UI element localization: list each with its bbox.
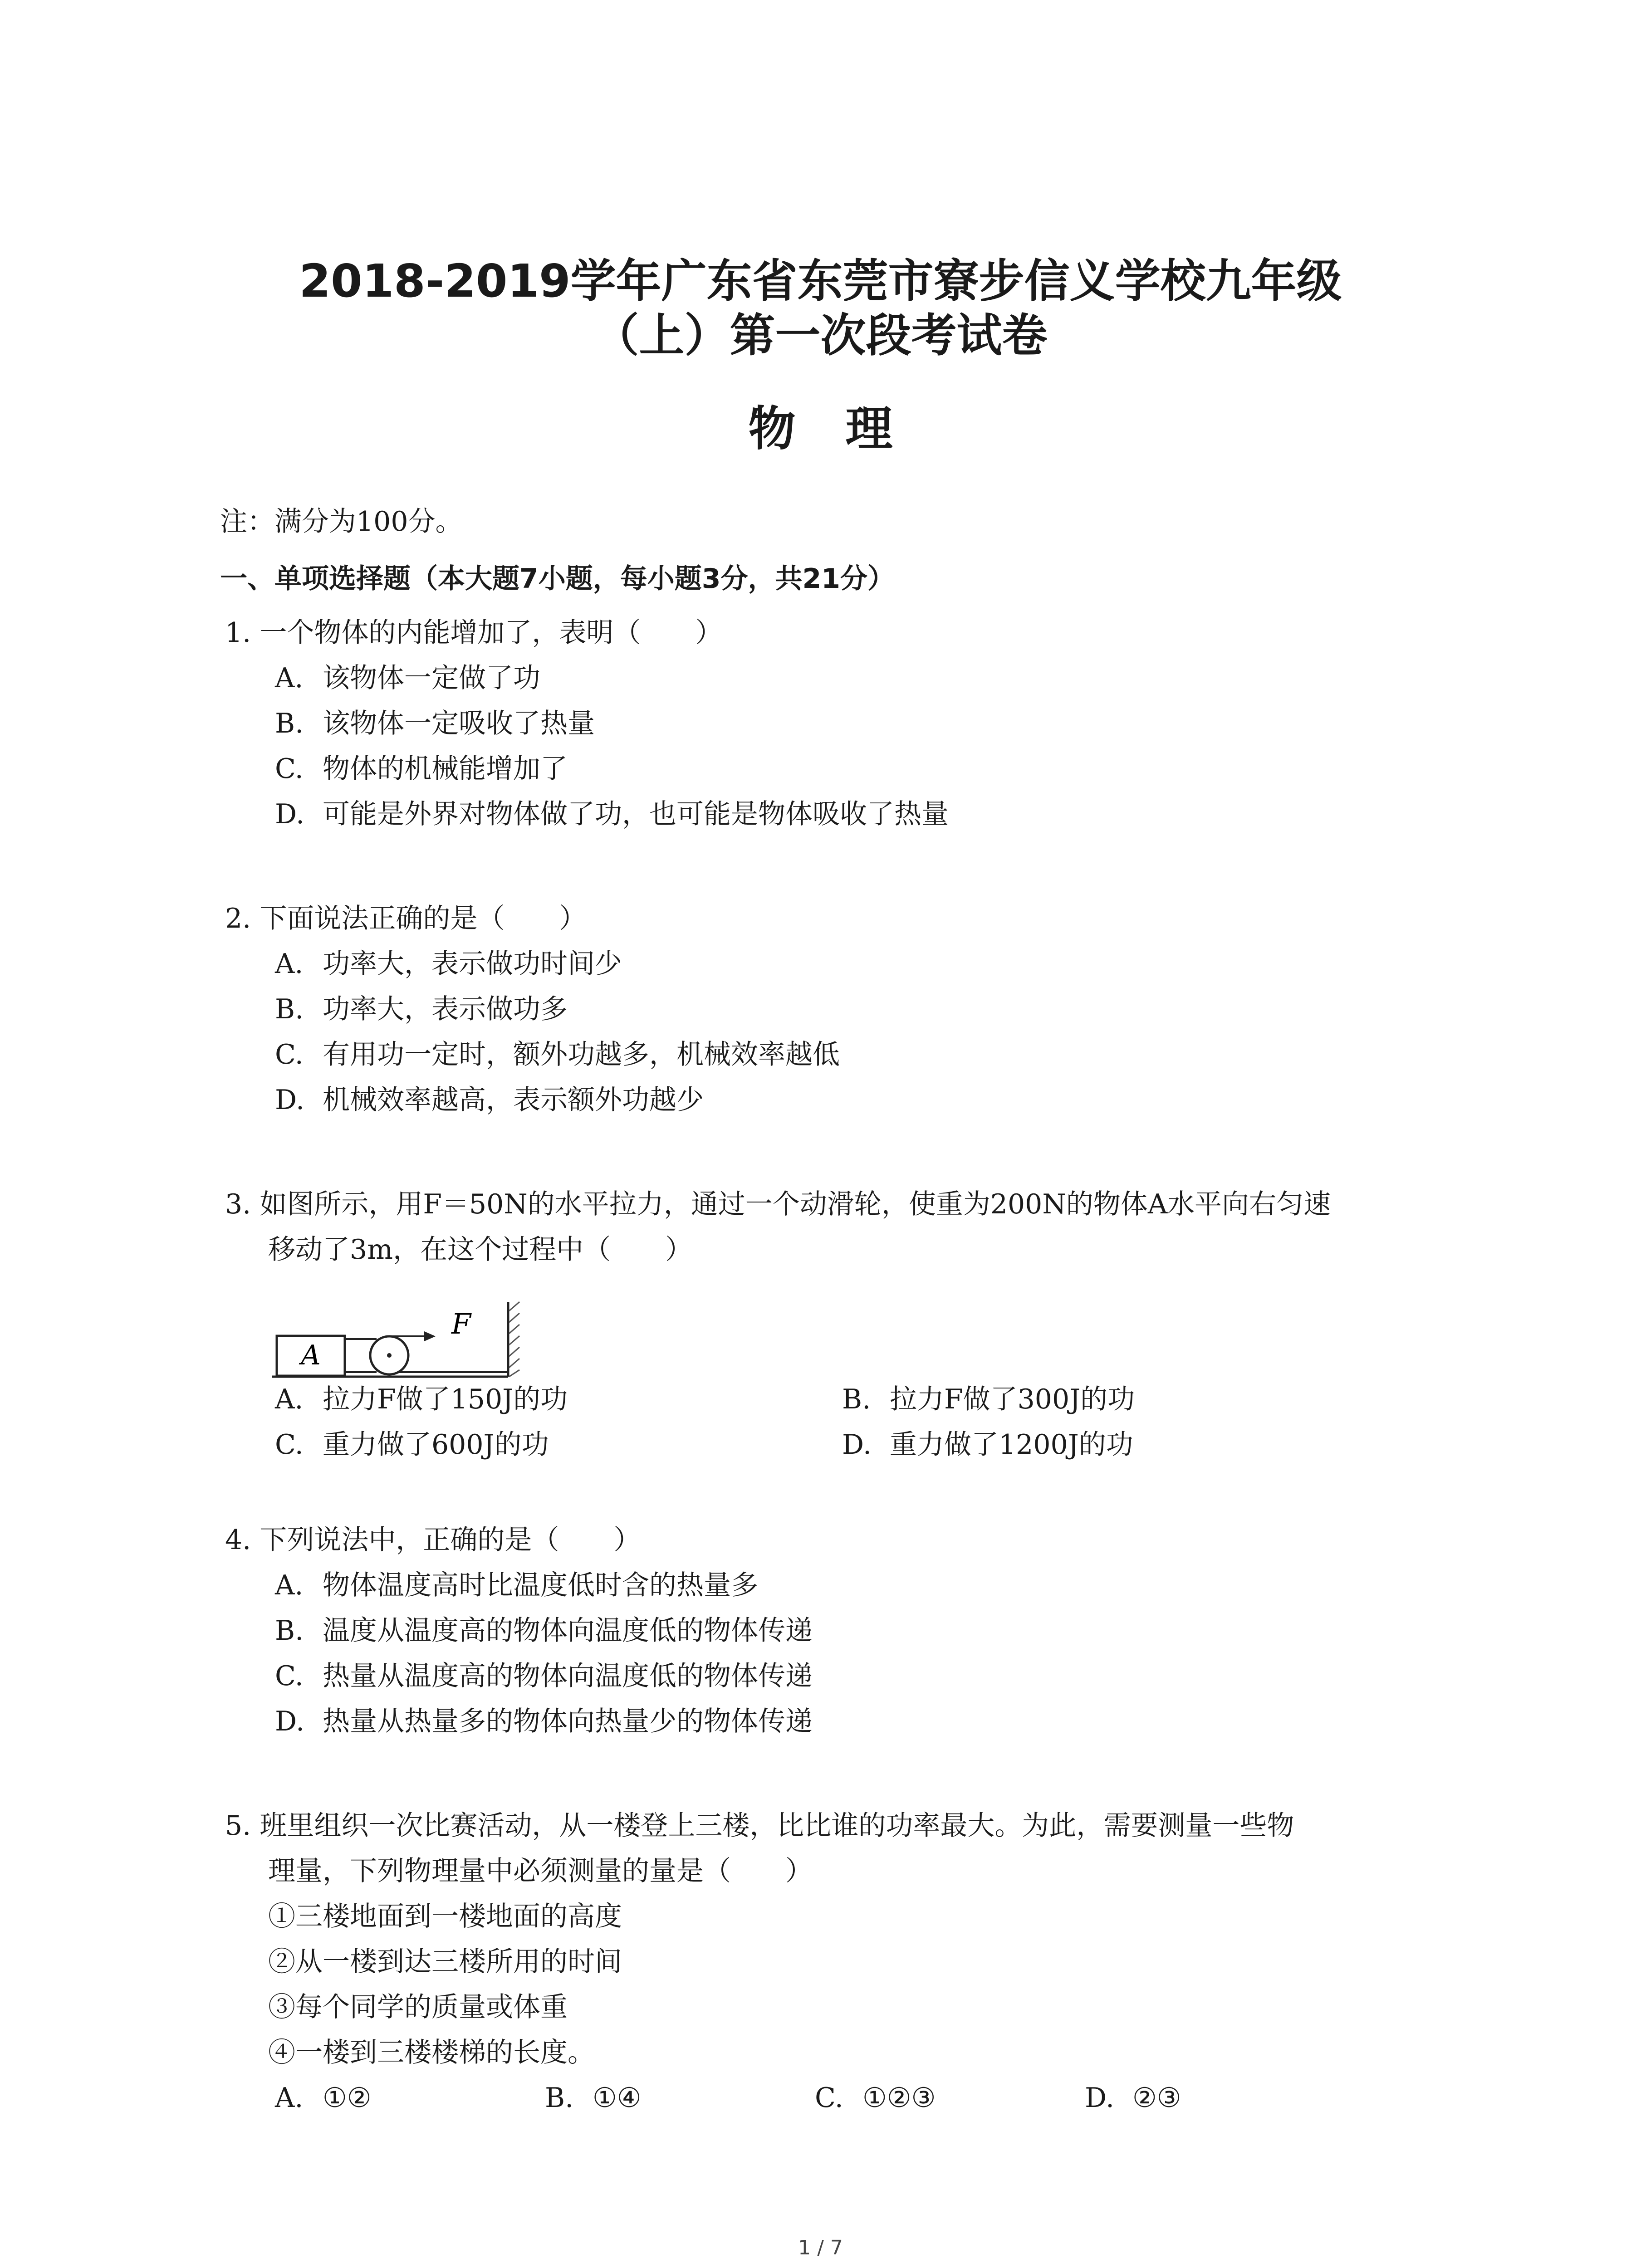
question-2 <box>225 896 1450 1123</box>
question-stem: 4. 下列说法中，正确的是（ ） <box>225 1524 641 1556</box>
option-a <box>275 1377 842 1422</box>
question-1 <box>225 610 1450 837</box>
option-b <box>842 1377 1409 1422</box>
wall-hatching <box>509 1302 519 1377</box>
list-item: ③每个同学的质量或体重 <box>268 1991 568 2023</box>
list-item: ①三楼地面到一楼地面的高度 <box>268 1901 622 1932</box>
exam-title-line2: （上）第一次段考试卷 <box>593 309 1048 362</box>
option-letter: C. <box>275 1660 304 1692</box>
list-item: ④一楼到三楼楼梯的长度。 <box>268 2037 595 2068</box>
force-arrowhead <box>424 1331 436 1341</box>
option-text: 热量从热量多的物体向热量少的物体传递 <box>323 1706 813 1737</box>
force-label: F <box>451 1307 471 1340</box>
option-b <box>225 987 1450 1032</box>
option-d <box>225 1699 1450 1744</box>
option-letter: C. <box>815 2082 843 2114</box>
option-letter: C. <box>275 753 304 785</box>
option-letter: B. <box>275 708 304 739</box>
option-text: 拉力F做了150J的功 <box>323 1383 568 1415</box>
option-a <box>275 2075 545 2121</box>
option-letter: C. <box>275 1039 304 1070</box>
option-text: ①②③ <box>862 2082 936 2114</box>
option-d <box>225 792 1450 837</box>
option-b <box>225 701 1450 746</box>
options-row-2 <box>225 1422 1450 1467</box>
option-letter: B. <box>842 1383 871 1415</box>
options-row <box>225 2075 1450 2121</box>
option-letter: A. <box>275 1383 304 1415</box>
option-text: 有用功一定时，额外功越多，机械效率越低 <box>323 1039 840 1070</box>
option-c <box>225 1653 1450 1699</box>
subject-title: 物理 <box>748 401 943 456</box>
option-b <box>545 2075 815 2121</box>
option-text: 热量从温度高的物体向温度低的物体传递 <box>323 1660 813 1692</box>
option-text: 该物体一定做了功 <box>323 662 540 694</box>
option-text: 功率大，表示做功多 <box>323 993 568 1025</box>
option-text: 物体的机械能增加了 <box>323 753 568 785</box>
option-letter: C. <box>275 1429 304 1461</box>
option-d <box>225 1077 1450 1123</box>
option-letter: B. <box>275 1615 304 1647</box>
score-note: 注：满分为100分。 <box>220 506 463 538</box>
page-number: 1 / 7 <box>798 2236 843 2259</box>
question-3 <box>225 1182 1450 1272</box>
block-label: A <box>301 1339 321 1371</box>
option-letter: A. <box>275 1569 304 1601</box>
option-b <box>225 1608 1450 1653</box>
options-row-1 <box>225 1377 1450 1422</box>
option-c <box>225 746 1450 792</box>
option-text: ①④ <box>593 2082 642 2114</box>
option-letter: A. <box>275 662 304 694</box>
option-a <box>225 1563 1450 1608</box>
option-a <box>225 941 1450 987</box>
option-d <box>842 1422 1409 1467</box>
pulley-axle <box>387 1353 392 1358</box>
option-letter: D. <box>275 798 305 830</box>
option-letter: A. <box>275 2082 304 2114</box>
option-letter: B. <box>545 2082 574 2114</box>
exam-title-line1: 2018-2019学年广东省东莞市寮步信义学校九年级 <box>299 254 1342 308</box>
question-4 <box>225 1517 1450 1744</box>
option-text: 物体温度高时比温度低时含的热量多 <box>323 1569 758 1601</box>
option-text: ①② <box>323 2082 372 2114</box>
option-letter: D. <box>1085 2082 1115 2114</box>
question-stem: 1. 一个物体的内能增加了，表明（ ） <box>225 617 723 649</box>
question-stem-continued: 移动了3m，在这个过程中（ ） <box>268 1234 693 1266</box>
section-heading: 一、单项选择题（本大题7小题，每小题3分，共21分） <box>220 563 895 595</box>
option-text: 拉力F做了300J的功 <box>890 1383 1135 1415</box>
option-letter: B. <box>275 993 304 1025</box>
option-text: 重力做了600J的功 <box>323 1429 549 1461</box>
option-letter: D. <box>275 1084 305 1116</box>
option-letter: D. <box>275 1706 305 1737</box>
option-c <box>225 1032 1450 1077</box>
pulley-figure <box>272 1284 526 1383</box>
question-stem: 3. 如图所示，用F＝50N的水平拉力，通过一个动滑轮，使重为200N的物体A水平向右匀速 <box>225 1188 1331 1220</box>
option-letter: D. <box>842 1429 872 1461</box>
option-a <box>225 655 1450 701</box>
question-stem-continued: 理量，下列物理量中必须测量的量是（ ） <box>268 1855 813 1887</box>
option-c <box>815 2075 1085 2121</box>
option-text: 温度从温度高的物体向温度低的物体传递 <box>323 1615 813 1647</box>
option-c <box>275 1422 842 1467</box>
option-letter: A. <box>275 948 304 980</box>
option-text: 重力做了1200J的功 <box>890 1429 1133 1461</box>
option-text: ②③ <box>1132 2082 1181 2114</box>
question-3-options <box>225 1377 1450 1467</box>
list-item: ②从一楼到达三楼所用的时间 <box>268 1946 622 1978</box>
question-5 <box>225 1803 1450 2121</box>
option-d <box>1085 2075 1355 2121</box>
question-stem: 5. 班里组织一次比赛活动，从一楼登上三楼，比比谁的功率最大。为此，需要测量一些物 <box>225 1810 1294 1842</box>
option-text: 可能是外界对物体做了功，也可能是物体吸收了热量 <box>323 798 949 830</box>
option-text: 功率大，表示做功时间少 <box>323 948 622 980</box>
question-stem: 2. 下面说法正确的是（ ） <box>225 903 587 934</box>
option-text: 该物体一定吸收了热量 <box>323 708 595 739</box>
option-text: 机械效率越高，表示额外功越少 <box>323 1084 704 1116</box>
